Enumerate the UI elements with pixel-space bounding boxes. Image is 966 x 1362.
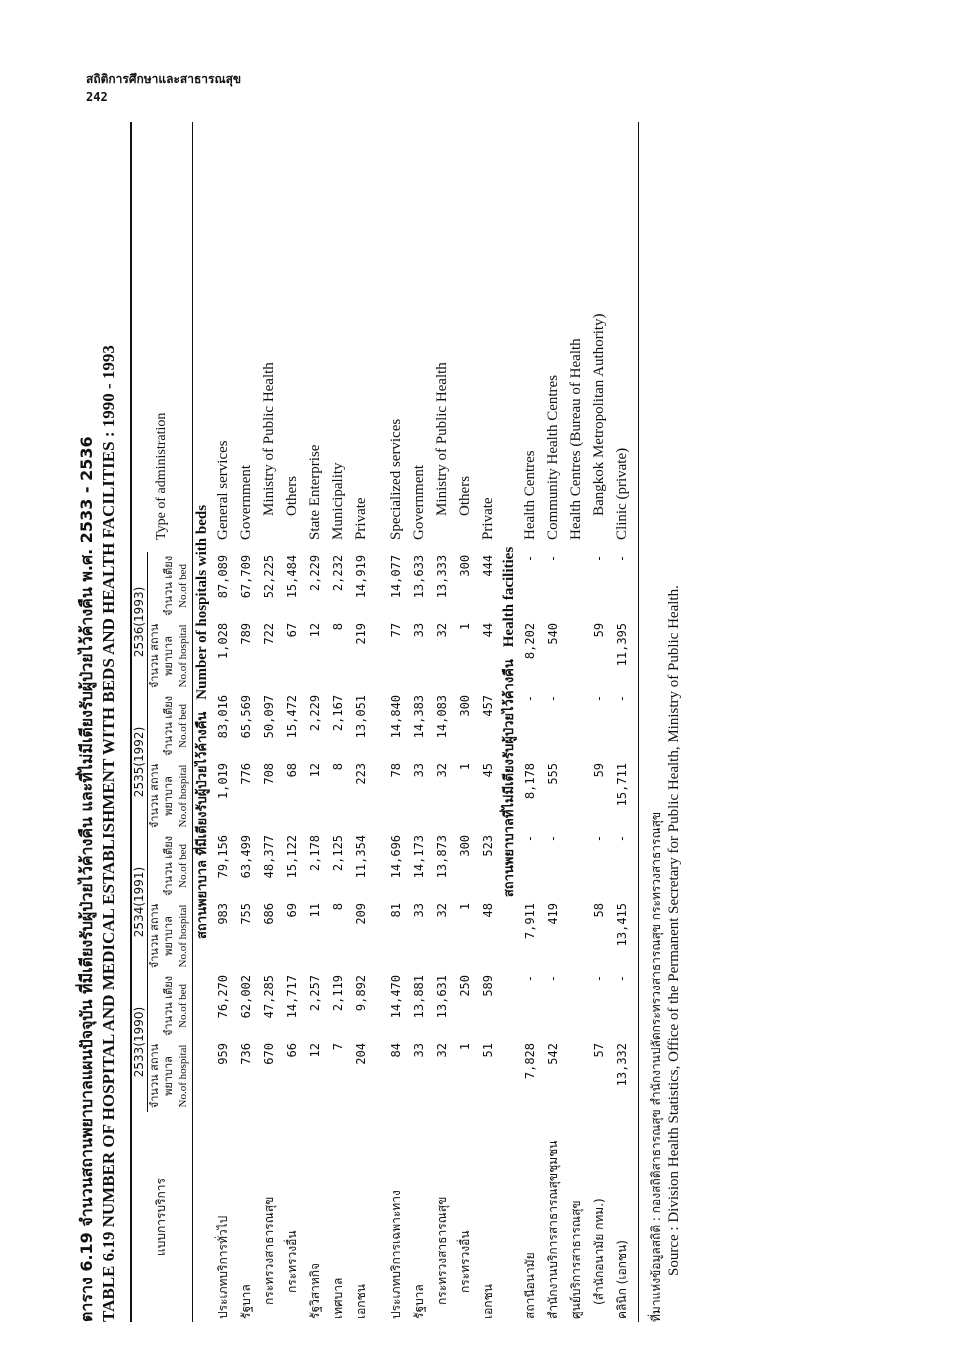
- cell-hospitals: 11: [308, 902, 322, 918]
- col-header-english: No.of bed: [177, 703, 189, 748]
- cell-beds: 48,377: [262, 834, 276, 879]
- table-row: [431, 122, 454, 1322]
- row-label-thai: [327, 1112, 350, 1322]
- col-header-hospital: [148, 900, 191, 972]
- col-header-english: No.of bed: [177, 843, 189, 888]
- cell-beds: 444: [481, 554, 495, 577]
- cell-beds: 14,470: [389, 974, 403, 1019]
- cell-beds: 250: [458, 974, 472, 997]
- row-label-thai: [542, 1112, 565, 1322]
- row-label-thai: [235, 1112, 258, 1322]
- cell-beds: -: [546, 694, 560, 703]
- row-label-thai-text: สถานีอนามัย: [523, 1252, 537, 1319]
- row-label-thai: [350, 1112, 373, 1322]
- cell-hospitals: 7: [331, 1043, 345, 1051]
- row-label-thai-text: รัฐวิสาหกิจ: [308, 1262, 322, 1319]
- row-label-english: State Enterprise: [307, 444, 323, 540]
- cell-hospitals: 736: [239, 1043, 253, 1065]
- section-title-thai: สถานพยาบาล ที่มีเตียงรับผู้ป่วยไว้ค้างคืน: [195, 711, 210, 939]
- cell-beds: 47,285: [262, 974, 276, 1019]
- cell-hospitals: 59: [592, 762, 606, 778]
- cell-beds: 2,178: [308, 834, 322, 872]
- row-label-thai-text: รัฐบาล: [239, 1284, 253, 1319]
- section-title-english: Number of hospitals with beds: [194, 504, 210, 700]
- cell-beds: 300: [458, 694, 472, 717]
- cell-beds: 14,840: [389, 694, 403, 739]
- cell-hospitals: 708: [262, 762, 276, 785]
- cell-hospitals: 78: [389, 762, 403, 778]
- cell-beds: 87,089: [216, 554, 230, 599]
- col-header-english: No.of bed: [177, 984, 189, 1028]
- col-header-bed: [148, 552, 191, 620]
- section-heading: [193, 122, 213, 1322]
- row-label-english: Private: [480, 497, 496, 540]
- cell-hospitals: 209: [354, 902, 368, 925]
- year-header: 2534(1991): [132, 832, 148, 972]
- cell-beds: -: [523, 974, 537, 983]
- cell-beds: -: [592, 694, 606, 703]
- cell-beds: 13,333: [435, 554, 449, 599]
- row-label-english: Private: [353, 497, 369, 540]
- source-note-thai: ที่มาแห่งข้อมูลสถิติ : กองสถิติสาธารณสุข สำนักงานปลัดกระทรวงสาธารณสุข กระทรวงสาธารณสุข: [649, 811, 663, 1322]
- row-label-english: Health Centres (Bureau of Health: [568, 338, 584, 540]
- cell-hospitals: 51: [481, 1043, 495, 1058]
- cell-beds: 15,484: [285, 554, 299, 599]
- cell-hospitals: 219: [354, 622, 368, 645]
- cell-hospitals: 32: [435, 1043, 449, 1058]
- col-header-english: No.of hospital: [177, 1044, 189, 1108]
- cell-beds: 2,232: [331, 554, 345, 592]
- section-heading: [500, 122, 519, 1322]
- row-label-thai: [565, 1112, 588, 1322]
- cell-hospitals: 44: [481, 622, 495, 638]
- table-row: [350, 122, 373, 1322]
- cell-hospitals: 59: [592, 622, 606, 638]
- cell-hospitals: 959: [216, 1043, 230, 1065]
- row-label-thai-text: เอกชน: [481, 1284, 495, 1319]
- cell-hospitals: 13,332: [615, 1043, 629, 1087]
- cell-beds: 14,919: [354, 554, 368, 599]
- cell-hospitals: 12: [308, 622, 322, 638]
- cell-hospitals: 419: [546, 902, 560, 925]
- cell-beds: -: [546, 974, 560, 983]
- row-label-thai-text: (สำนักอนามัย กทม.): [592, 1198, 606, 1305]
- cell-hospitals: 58: [592, 902, 606, 918]
- table-row: [611, 122, 634, 1322]
- year-header: 2533(1990): [132, 972, 148, 1112]
- admin-header-english: Type of administration: [153, 412, 169, 540]
- row-spacer: [373, 122, 385, 1322]
- page-header: [86, 70, 241, 106]
- cell-beds: [565, 972, 588, 1040]
- cell-hospitals: 8: [331, 762, 345, 771]
- running-title: สถิติการศึกษาและสาธารณสุข: [86, 72, 242, 86]
- cell-hospitals: [565, 760, 588, 832]
- cell-hospitals: 722: [262, 622, 276, 645]
- row-label-english: Health Centres: [522, 450, 538, 540]
- table-row: [327, 122, 350, 1322]
- row-label-thai-text: กระทรวงสาธารณสุข: [262, 1196, 276, 1305]
- cell-beds: 13,633: [412, 554, 426, 599]
- row-label-thai: [611, 1112, 634, 1322]
- cell-hospitals: 789: [239, 622, 253, 645]
- row-label-thai: [304, 1112, 327, 1322]
- table-row: [588, 122, 611, 1322]
- cell-hospitals: 12: [308, 762, 322, 778]
- cell-beds: -: [592, 974, 606, 983]
- col-header-english: No.of hospital: [177, 904, 189, 968]
- col-header-thai: จำนวน เตียง: [162, 975, 175, 1037]
- cell-hospitals: 542: [546, 1043, 560, 1065]
- cell-beds: 83,016: [216, 694, 230, 739]
- cell-beds: -: [592, 554, 606, 563]
- cell-beds: 50,097: [262, 694, 276, 739]
- section-title-thai: สถานพยาบาลที่ไม่มีเตียงรับผู้ป่วยไว้ค้างคืน: [502, 659, 517, 898]
- row-label-english: Ministry of Public Health: [261, 362, 277, 516]
- table-title-thai: ตาราง 6.19 จำนวนสถานพยาบาลแผนปัจจุบัน ที่มีเตียงรับผู้ป่วยไว้ค้างคืน และที่ไม่มีเตียงรับผู้ป่วยไว้ค้างคืน พ.ศ. 2533 - 2536: [77, 436, 96, 1322]
- row-label-thai-text: เทศบาล: [331, 1277, 345, 1319]
- section-heading-cell: [500, 122, 519, 1322]
- cell-hospitals: 1: [458, 622, 472, 631]
- cell-beds: 13,051: [354, 694, 368, 739]
- admin-header-thai: แบบการบริการ: [153, 1178, 168, 1256]
- cell-beds: 14,383: [412, 694, 426, 739]
- cell-beds: [565, 692, 588, 760]
- cell-beds: 589: [481, 974, 495, 997]
- row-label-thai-text: กระทรวงอื่น: [285, 1230, 299, 1293]
- table-row: [542, 122, 565, 1322]
- section-heading-cell: [193, 122, 213, 1322]
- cell-beds: -: [546, 554, 560, 563]
- rotated-table-block: [76, 122, 906, 1322]
- page-number: 242: [86, 90, 108, 104]
- cell-hospitals: [565, 620, 588, 692]
- cell-hospitals: 8,202: [523, 622, 537, 660]
- row-label-thai: [281, 1112, 304, 1322]
- row-label-thai-text: ประเภทบริการทั่วไป: [216, 1215, 230, 1319]
- cell-beds: 62,002: [239, 974, 253, 1019]
- cell-hospitals: 57: [592, 1043, 606, 1058]
- cell-hospitals: 1: [458, 1043, 472, 1051]
- cell-beds: -: [523, 694, 537, 703]
- cell-beds: -: [592, 834, 606, 843]
- col-header-bed: [148, 692, 191, 760]
- cell-hospitals: 204: [354, 1043, 368, 1065]
- spacer-cell: [373, 122, 385, 1322]
- col-header-bed: [148, 972, 191, 1040]
- table-row: [477, 122, 500, 1322]
- table-row: [304, 122, 327, 1322]
- cell-hospitals: 7,828: [523, 1043, 537, 1080]
- cell-hospitals: 15,711: [615, 762, 629, 807]
- row-label-english: Ministry of Public Health: [434, 362, 450, 516]
- cell-beds: 15,472: [285, 694, 299, 739]
- cell-hospitals: 776: [239, 762, 253, 785]
- cell-hospitals: 32: [435, 762, 449, 778]
- table-row: [235, 122, 258, 1322]
- table-title-english: TABLE 6.19 NUMBER OF HOSPITAL AND MEDICAL ESTABLISHMENT WITH BEDS AND HEALTH FACILITIES : 1990 - 1993: [99, 345, 118, 1322]
- cell-beds: 2,229: [308, 694, 322, 732]
- cell-hospitals: 48: [481, 902, 495, 918]
- cell-beds: 2,229: [308, 554, 322, 592]
- row-label-english: Clinic (private): [614, 447, 630, 540]
- table-row: [385, 122, 408, 1322]
- cell-hospitals: 32: [435, 902, 449, 918]
- cell-hospitals: 686: [262, 902, 276, 925]
- table-footer: [647, 122, 683, 1322]
- cell-hospitals: 68: [285, 762, 299, 778]
- cell-beds: -: [615, 834, 629, 843]
- cell-hospitals: [565, 900, 588, 972]
- cell-beds: 14,083: [435, 694, 449, 739]
- cell-beds: 67,709: [239, 554, 253, 599]
- col-header-hospital: [148, 1040, 191, 1112]
- cell-beds: 14,077: [389, 554, 403, 599]
- col-header-english: No.of hospital: [177, 624, 189, 688]
- cell-beds: 14,717: [285, 974, 299, 1019]
- cell-hospitals: 555: [546, 762, 560, 785]
- cell-beds: 2,125: [331, 834, 345, 872]
- cell-hospitals: 8: [331, 622, 345, 631]
- cell-beds: 13,881: [412, 974, 426, 1019]
- col-header-thai: จำนวน เตียง: [162, 835, 175, 897]
- cell-hospitals: 1: [458, 762, 472, 771]
- cell-beds: -: [523, 834, 537, 843]
- row-label-english: Community Health Centres: [545, 374, 561, 540]
- data-table: [132, 122, 634, 1322]
- col-header-english: No.of bed: [177, 563, 189, 608]
- col-header-thai: จำนวน สถานพยาบาล: [148, 763, 175, 829]
- col-header-thai: จำนวน สถานพยาบาล: [148, 1043, 175, 1109]
- cell-hospitals: 12: [308, 1043, 322, 1058]
- cell-hospitals: 69: [285, 902, 299, 918]
- cell-hospitals: 13,415: [615, 902, 629, 947]
- col-header-hospital: [148, 760, 191, 832]
- cell-hospitals: 32: [435, 622, 449, 638]
- row-label-thai-text: คลินิก (เอกชน): [615, 1240, 629, 1319]
- row-label-thai: [258, 1112, 281, 1322]
- table-header: [132, 122, 193, 1322]
- cell-beds: 300: [458, 834, 472, 857]
- cell-beds: 523: [481, 834, 495, 857]
- col-header-bed: [148, 832, 191, 900]
- col-header-hospital: [148, 620, 191, 692]
- row-label-thai: [385, 1112, 408, 1322]
- row-label-english: General services: [215, 440, 231, 540]
- cell-hospitals: 67: [285, 622, 299, 638]
- cell-beds: 11,354: [354, 834, 368, 879]
- row-label-english: Government: [238, 464, 254, 540]
- table-row: [519, 122, 542, 1322]
- row-label-thai: [454, 1112, 477, 1322]
- col-header-thai: จำนวน เตียง: [162, 555, 175, 616]
- col-header-thai: จำนวน เตียง: [162, 695, 175, 756]
- col-header-english: No.of hospital: [177, 764, 189, 828]
- cell-beds: 76,270: [216, 974, 230, 1019]
- cell-hospitals: 84: [389, 1043, 403, 1058]
- row-label-english: Others: [284, 475, 300, 516]
- table-row: [408, 122, 431, 1322]
- row-label-thai-text: เอกชน: [354, 1284, 368, 1319]
- source-note-english: Source : Division Health Statistics, Office of the Permanent Secretary for Public Health, Ministry of Public Health.: [666, 585, 682, 1276]
- table-row: [258, 122, 281, 1322]
- cell-hospitals: 1,019: [216, 762, 230, 800]
- row-label-thai: [212, 1112, 235, 1322]
- cell-beds: 2,257: [308, 974, 322, 1012]
- cell-beds: -: [615, 554, 629, 563]
- cell-hospitals: 1: [458, 902, 472, 911]
- cell-hospitals: 33: [412, 622, 426, 638]
- table-row: [454, 122, 477, 1322]
- cell-hospitals: 11,395: [615, 622, 629, 667]
- row-label-thai: [477, 1112, 500, 1322]
- row-label-thai: [431, 1112, 454, 1322]
- row-label-thai-text: ศูนย์บริการสาธารณสุข: [569, 1200, 583, 1319]
- cell-hospitals: 66: [285, 1043, 299, 1058]
- cell-beds: -: [615, 694, 629, 703]
- cell-beds: 13,631: [435, 974, 449, 1019]
- table-row: [281, 122, 304, 1322]
- row-label-thai-text: ประเภทบริการเฉพาะทาง: [389, 1190, 403, 1319]
- cell-hospitals: 7,911: [523, 902, 537, 940]
- cell-beds: 14,696: [389, 834, 403, 879]
- cell-beds: [565, 832, 588, 900]
- row-label-english: Bangkok Metropolitan Authority): [591, 313, 607, 516]
- cell-hospitals: 45: [481, 762, 495, 778]
- row-label-english: Government: [411, 464, 427, 540]
- row-label-english: Specialized services: [388, 418, 404, 540]
- row-label-thai-text: รัฐบาล: [412, 1284, 426, 1319]
- row-label-thai: [408, 1112, 431, 1322]
- cell-beds: 457: [481, 694, 495, 717]
- cell-beds: 79,156: [216, 834, 230, 879]
- cell-beds: [565, 552, 588, 620]
- cell-hospitals: 8,178: [523, 762, 537, 800]
- table-body: [193, 122, 635, 1322]
- cell-hospitals: 8: [331, 902, 345, 911]
- cell-beds: 63,499: [239, 834, 253, 879]
- cell-beds: 65,569: [239, 694, 253, 739]
- cell-hospitals: 33: [412, 902, 426, 918]
- cell-beds: 2,119: [331, 974, 345, 1012]
- cell-hospitals: 540: [546, 622, 560, 645]
- cell-hospitals: 755: [239, 902, 253, 925]
- cell-hospitals: 33: [412, 1043, 426, 1058]
- cell-beds: -: [615, 974, 629, 983]
- cell-hospitals: 81: [389, 902, 403, 918]
- year-header: 2536(1993): [132, 552, 148, 692]
- bottom-rule: [638, 122, 639, 1322]
- cell-hospitals: 1,028: [216, 622, 230, 660]
- cell-beds: 52,225: [262, 554, 276, 599]
- row-label-thai-text: สำนักงานบริการสาธารณสุขชุมชน: [546, 1140, 560, 1319]
- col-header-thai: จำนวน สถานพยาบาล: [148, 903, 175, 969]
- row-label-thai-text: กระทรวงอื่น: [458, 1230, 472, 1293]
- col-header-thai: จำนวน สถานพยาบาล: [148, 623, 175, 689]
- row-label-english: Others: [457, 475, 473, 516]
- row-label-english: Municipality: [330, 462, 346, 540]
- cell-hospitals: 223: [354, 762, 368, 785]
- cell-beds: 15,122: [285, 834, 299, 879]
- cell-beds: 2,167: [331, 694, 345, 732]
- cell-beds: 9,892: [354, 974, 368, 1012]
- cell-beds: 300: [458, 554, 472, 577]
- cell-beds: 13,873: [435, 834, 449, 879]
- cell-hospitals: 983: [216, 902, 230, 925]
- cell-beds: -: [546, 834, 560, 843]
- cell-beds: 14,173: [412, 834, 426, 879]
- table-row: [212, 122, 235, 1322]
- cell-hospitals: 77: [389, 622, 403, 638]
- table-row: [565, 122, 588, 1322]
- row-label-thai: [519, 1112, 542, 1322]
- cell-hospitals: [565, 1040, 588, 1112]
- row-label-thai-text: กระทรวงสาธารณสุข: [435, 1196, 449, 1305]
- cell-beds: -: [523, 554, 537, 563]
- row-label-thai: [588, 1112, 611, 1322]
- cell-hospitals: 33: [412, 762, 426, 778]
- section-title-english: Health facilities: [501, 546, 517, 648]
- year-header: 2535(1992): [132, 692, 148, 832]
- cell-hospitals: 670: [262, 1043, 276, 1065]
